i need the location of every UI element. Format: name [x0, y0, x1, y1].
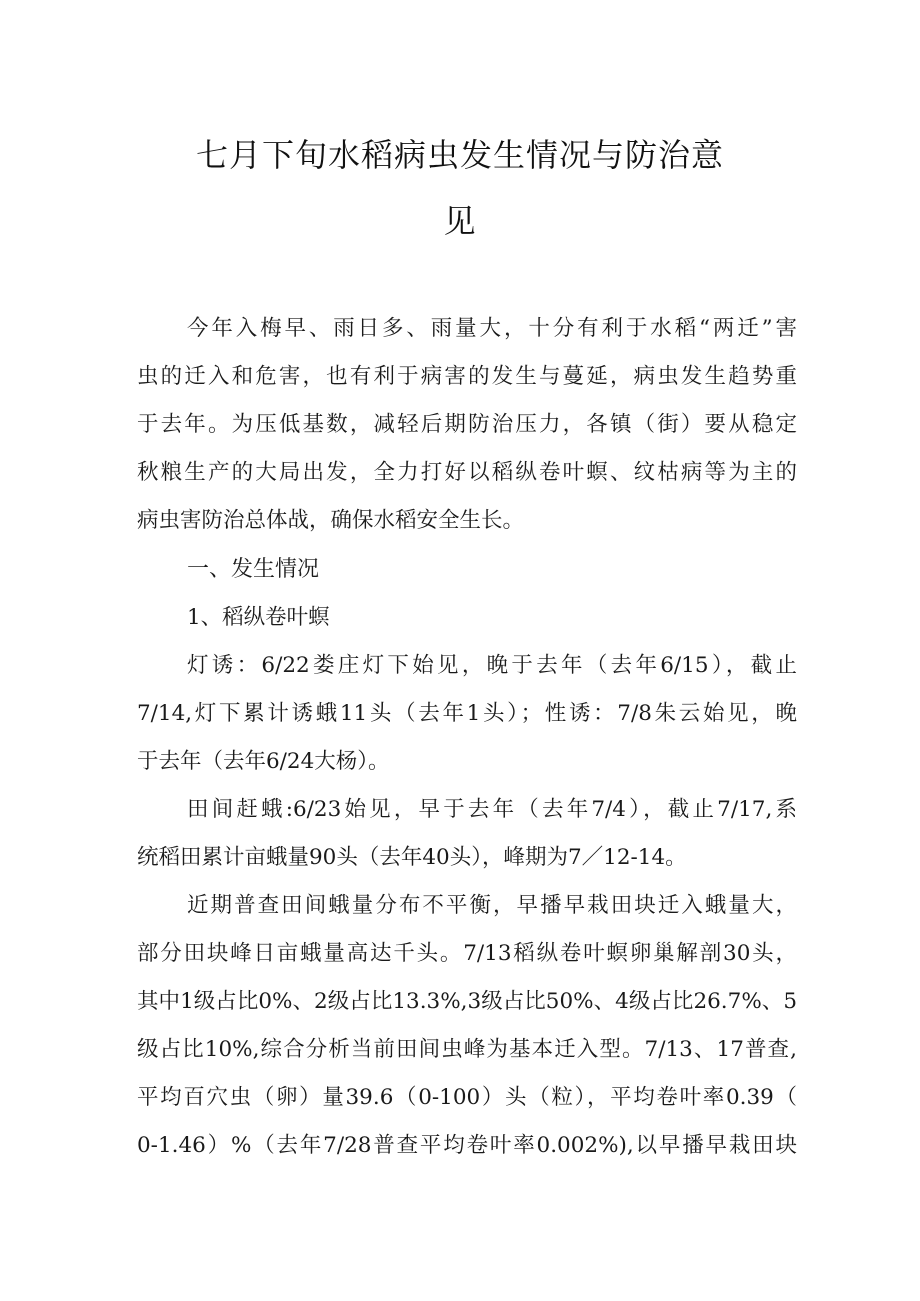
survey-line-4: 级占比10%,综合分析当前田间虫峰为基本迁入型。7/13、17普查,	[137, 1037, 797, 1062]
document-title-line-1: 七月下旬水稻病虫发生情况与防治意	[195, 136, 724, 174]
field-moth-line-2: 统稻田累计亩蛾量90头（去年40头），峰期为7／12-14。	[137, 845, 687, 870]
subsection-1-heading: 1、稻纵卷叶螟	[187, 605, 330, 630]
survey-line-2: 部分田块峰日亩蛾量高达千头。7/13稻纵卷叶螟卵巢解剖30头，	[137, 941, 797, 966]
section-1-heading: 一、发生情况	[187, 557, 320, 582]
document-title-line-2: 见	[443, 202, 477, 240]
field-moth-line-1: 田间赶蛾:6/23始见，早于去年（去年7/4），截止7/17,系	[187, 797, 797, 822]
survey-line-6: 0-1.46）%（去年7/28普查平均卷叶率0.002%),以早播早栽田块	[137, 1133, 797, 1158]
survey-line-5: 平均百穴虫（卵）量39.6（0-100）头（粒），平均卷叶率0.39（	[137, 1085, 797, 1110]
intro-line-5: 病虫害防治总体战，确保水稻安全生长。	[137, 508, 525, 533]
light-trap-line-3: 于去年（去年6/24大杨）。	[137, 749, 390, 774]
intro-line-3: 于去年。为压低基数，减轻后期防治压力，各镇（街）要从稳定	[137, 412, 797, 437]
light-trap-line-2: 7/14,灯下累计诱蛾11头（去年1头）；性诱：7/8朱云始见，晚	[137, 701, 797, 726]
intro-line-4: 秋粮生产的大局出发，全力打好以稻纵卷叶螟、纹枯病等为主的	[137, 460, 797, 485]
survey-line-1: 近期普查田间蛾量分布不平衡，早播早栽田块迁入蛾量大，	[187, 893, 797, 918]
survey-line-3: 其中1级占比0%、2级占比13.3%,3级占比50%、4级占比26.7%、5	[137, 989, 797, 1014]
intro-line-1: 今年入梅早、雨日多、雨量大，十分有利于水稻“两迁”害	[187, 316, 797, 341]
light-trap-line-1: 灯诱：6/22娄庄灯下始见，晚于去年（去年6/15），截止	[187, 653, 797, 678]
intro-line-2: 虫的迁入和危害，也有利于病害的发生与蔓延，病虫发生趋势重	[137, 364, 797, 389]
